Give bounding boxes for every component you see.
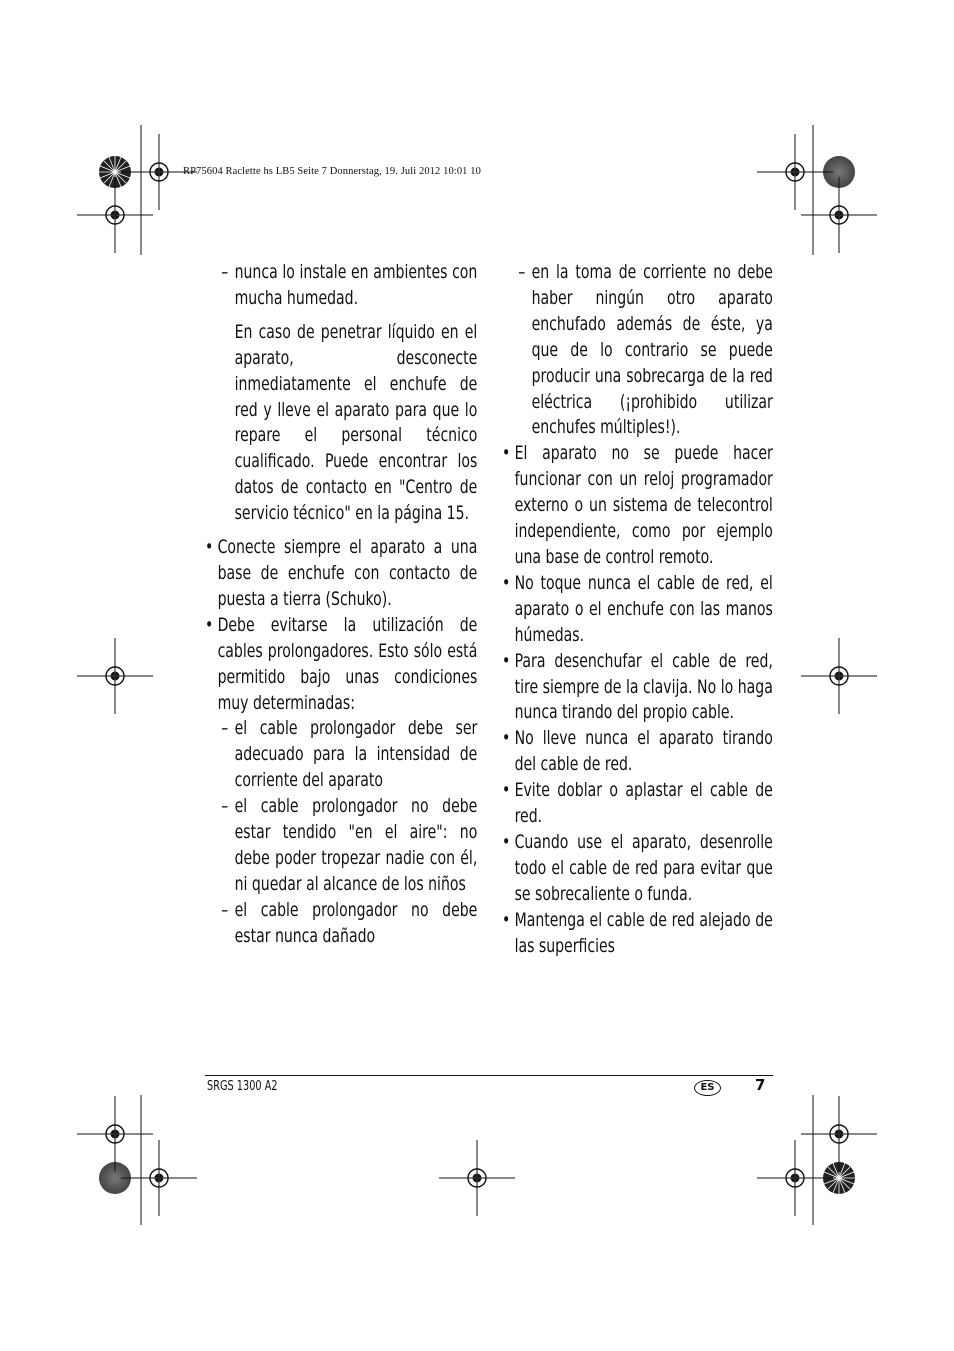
crosshair-mark (801, 177, 877, 253)
bullet-item: • Conecte siempre el aparato a una base de enchufe con contacto de puesta a tierra (Schuko). (205, 535, 477, 613)
crosshair-mark (757, 1140, 833, 1216)
bullet-item: • Debe evitarse la utilización de cables prolongadores. Esto sólo está permitido bajo unas condiciones muy determinadas: (205, 613, 477, 717)
bullet-item: • Para desenchufar el cable de red, tire siempre de la clavija. No lo haga nunca tirando del propio cable. (502, 649, 773, 727)
dash-item: – en la toma de corriente no debe haber ningún otro aparato enchufado además de éste, ya que de lo contrario se puede producir una sobrecarga de la red eléctrica (¡prohibido utilizar enchufes múltiples!). (502, 260, 773, 441)
footer-divider (205, 1075, 773, 1076)
bullet-item: • Evite doblar o aplastar el cable de red. (502, 778, 773, 830)
crosshair-mark (77, 638, 153, 714)
dash-item: – el cable prolongador no debe estar nunca dañado (205, 898, 477, 950)
language-badge: ES (694, 1080, 721, 1096)
bullet-item: • Mantenga el cable de red alejado de las superficies (502, 908, 773, 960)
print-info-header: RP75604 Raclette hs LB5 Seite 7 Donnerstag, 19. Juli 2012 10:01 10 (183, 166, 481, 177)
crosshair-mark (439, 1140, 515, 1216)
crosshair-mark (121, 1140, 197, 1216)
left-text-column (205, 260, 477, 950)
crosshair-mark (801, 638, 877, 714)
page-number: 7 (755, 1076, 766, 1094)
crosshair-mark (801, 1096, 877, 1172)
bullet-item: • No toque nunca el cable de red, el aparato o el enchufe con las manos húmedas. (502, 571, 773, 649)
bullet-item: • No lleve nunca el aparato tirando del cable de red. (502, 726, 773, 778)
model-number: SRGS 1300 A2 (207, 1079, 278, 1094)
right-text-column (502, 260, 773, 959)
crosshair-mark (77, 1096, 153, 1172)
bullet-item: • El aparato no se puede hacer funcionar con un reloj programador externo o un sistema de telecontrol independiente, como por ejemplo una base de control remoto. (502, 441, 773, 571)
dash-item: – el cable prolongador debe ser adecuado para la intensidad de corriente del aparato (205, 716, 477, 794)
crosshair-mark (757, 134, 833, 210)
dash-item: – nunca lo instale en ambientes con mucha humedad. (205, 260, 477, 312)
dash-item: – el cable prolongador no debe estar tendido "en el aire": no debe poder tropezar nadie con él, ni quedar al alcance de los niños (205, 794, 477, 898)
paragraph: En caso de penetrar líquido en el aparato, desconecte inmediatamente el enchufe de red y lleve el aparato para que lo repare el personal técnico cualificado. Puede encontrar los datos de contacto en "Centro de servicio técnico" en la página 15. (234, 320, 478, 525)
bullet-item: • Cuando use el aparato, desenrolle todo el cable de red para evitar que se sobrecaliente o funda. (502, 830, 773, 908)
crosshair-mark (77, 177, 153, 253)
